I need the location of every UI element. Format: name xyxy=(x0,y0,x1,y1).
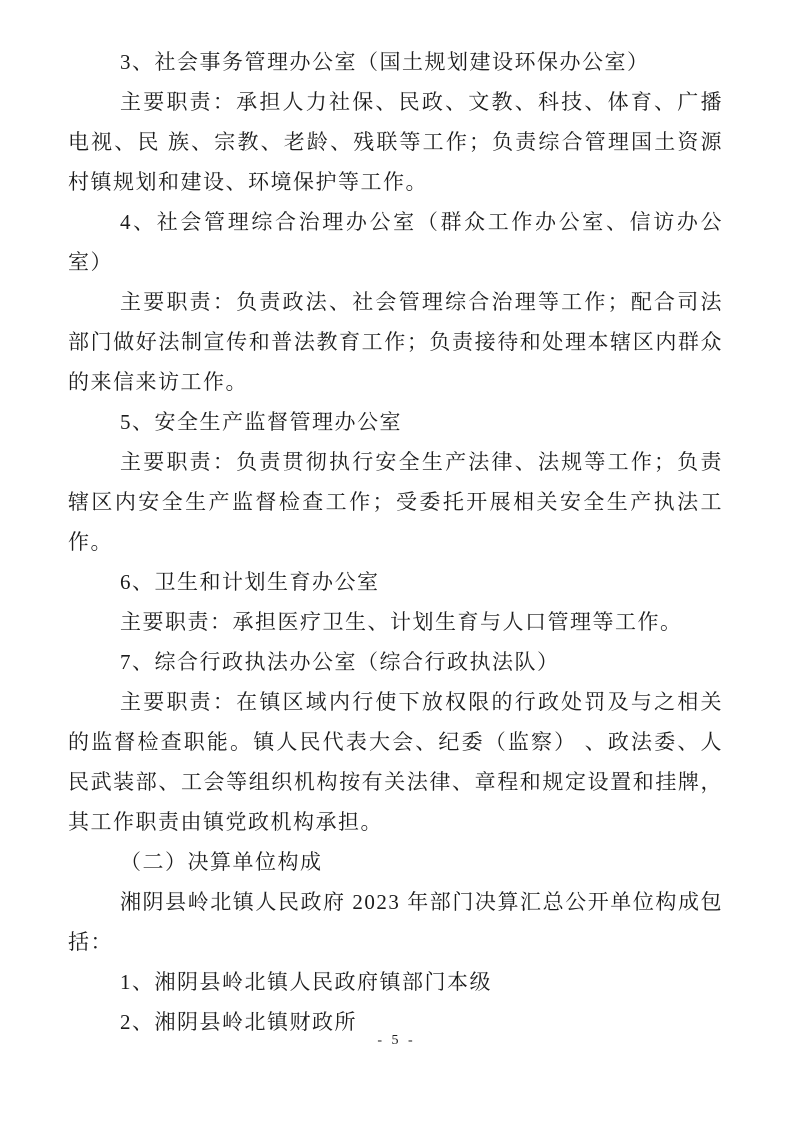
section-heading-office-6: 6、卫生和计划生育办公室 xyxy=(120,570,380,594)
section-heading-office-3: 3、社会事务管理办公室（国土规划建设环保办公室） xyxy=(120,50,650,74)
section-heading-unit-composition: （二）决算单位构成 xyxy=(120,850,323,874)
body-paragraph-duties-office-5: 主要职责：负责贯彻执行安全生产法律、法规等工作；负责辖区内安全生产监督检查工作；受委托开展相关安全生产执法工作。 xyxy=(68,450,723,554)
body-paragraph-unit-composition-intro: 湘阴县岭北镇人民政府 2023 年部门决算汇总公开单位构成包括： xyxy=(68,890,723,954)
body-paragraph-duties-office-4: 主要职责：负责政法、社会管理综合治理等工作；配合司法部门做好法制宣传和普法教育工作；负责接待和处理本辖区内群众的来信来访工作。 xyxy=(68,290,723,394)
page-number: - 5 - xyxy=(377,1033,416,1048)
list-item-unit-2: 2、湘阴县岭北镇财政所 xyxy=(120,1010,357,1034)
section-heading-office-7: 7、综合行政执法办公室（综合行政执法队） xyxy=(120,650,560,674)
document-body xyxy=(68,42,723,1042)
list-item-unit-1: 1、湘阴县岭北镇人民政府镇部门本级 xyxy=(120,970,492,994)
section-heading-office-5: 5、安全生产监督管理办公室 xyxy=(120,410,402,434)
body-paragraph-duties-office-3: 主要职责：承担人力社保、民政、文教、科技、体育、广播电视、民 族、宗教、老龄、残联等工作；负责综合管理国土资源村镇规划和建设、环境保护等工作。 xyxy=(68,90,723,194)
body-paragraph-duties-office-6: 主要职责：承担医疗卫生、计划生育与人口管理等工作。 xyxy=(120,610,683,634)
body-paragraph-duties-office-7: 主要职责：在镇区域内行使下放权限的行政处罚及与之相关的监督检查职能。镇人民代表大会、纪委（监察） 、政法委、人民武装部、工会等组织机构按有关法律、章程和规定设置和挂牌，其工作职责由镇党政机构承担。 xyxy=(68,690,723,834)
section-heading-office-4: 4、社会管理综合治理办公室（群众工作办公室、信访办公室） xyxy=(68,210,723,274)
